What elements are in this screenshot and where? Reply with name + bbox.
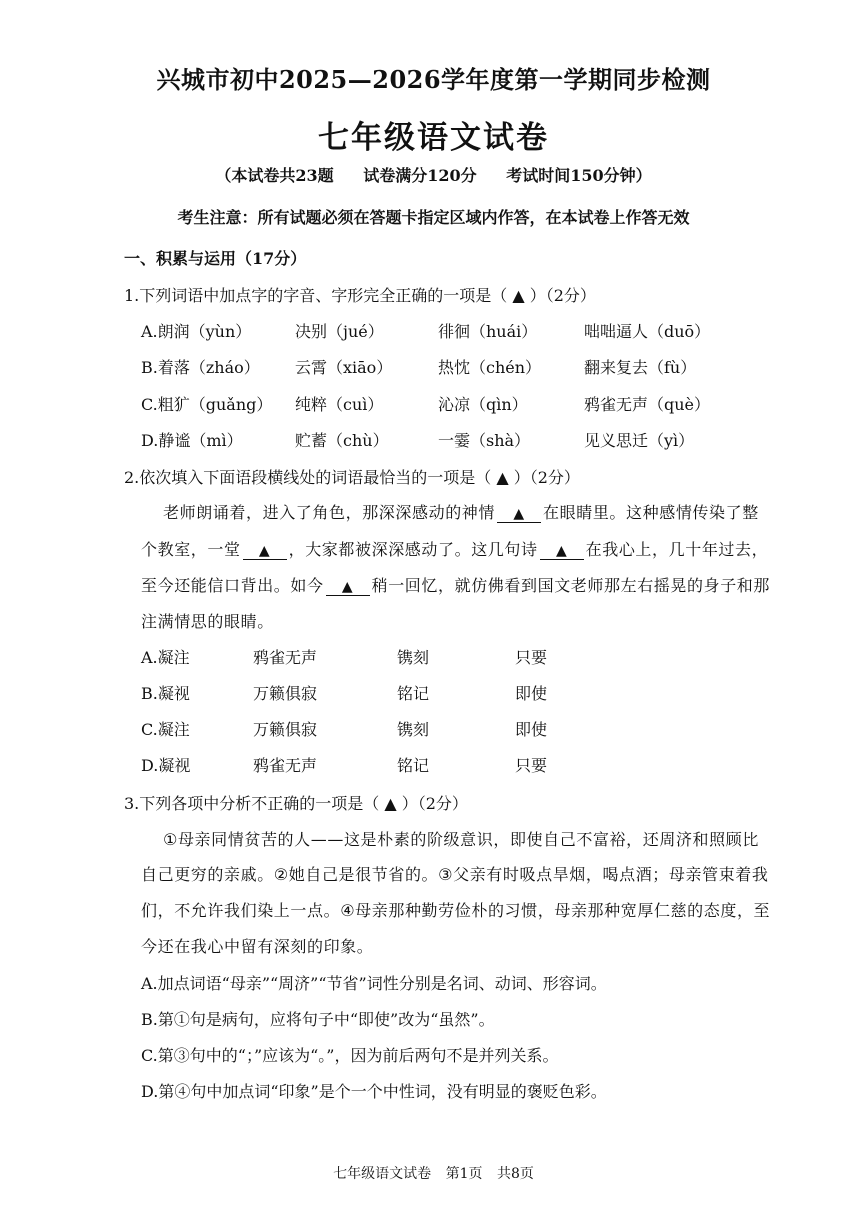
question-2-stem: 2.依次填入下面语段横线处的词语最恰当的一项是（ ▲ ）（2分） (124, 468, 580, 487)
q2-option-a-2: 鸦雀无声 (253, 648, 318, 667)
answer-blank: ▲ (540, 543, 584, 560)
q1-option-d-1: D.静谧（mì） (141, 431, 243, 450)
q1-option-b-2: 云霄（xiāo） (295, 358, 393, 377)
q2-text: 在眼睛里。这种感情传染了整 (543, 503, 759, 522)
answer-blank: ▲ (243, 543, 287, 560)
q2-option-a-3: 镌刻 (397, 648, 430, 667)
q1-option-a-3: 徘徊（huái） (438, 322, 538, 341)
section-title: 一、积累与运用（17分） (124, 249, 307, 268)
q1-option-c-3: 沁凉（qìn） (438, 395, 528, 414)
q2-text: 至今还能信口背出。如今 (141, 576, 324, 595)
q1-option-b-1: B.着落（zháo） (141, 358, 260, 377)
q2-passage-line-1 (163, 500, 759, 523)
q2-passage-line-2 (141, 537, 768, 560)
footer-total-pages: 共8页 (496, 1166, 534, 1182)
q3-passage-line-2: 自己更穷的亲戚。②她自己是很节省的。③父亲有时吸点旱烟，喝点酒；母亲管束着我 (141, 865, 769, 884)
answer-blank: ▲ (326, 579, 370, 596)
q1-option-d-3: 一霎（shà） (438, 431, 531, 450)
q2-option-c-1: C.凝注 (141, 720, 190, 739)
q1-option-b-3: 热忱（chén） (438, 358, 542, 377)
exam-header-title: 兴城市初中2025—2026学年度第一学期同步检测 (156, 65, 711, 94)
meta-score: 试卷满分120分 (363, 166, 477, 185)
q2-option-c-3: 镌刻 (397, 720, 430, 739)
question-1-stem: 1.下列词语中加点字的字音、字形完全正确的一项是（ ▲ ）（2分） (124, 286, 596, 305)
q2-passage-line-3 (141, 573, 770, 596)
q3-passage-line-4: 今还在我心中留有深刻的印象。 (141, 937, 374, 956)
q2-option-d-2: 鸦雀无声 (253, 756, 318, 775)
q1-option-c-1: C.粗犷（guǎng） (141, 395, 273, 414)
q2-option-b-1: B.凝视 (141, 684, 190, 703)
q2-option-c-2: 万籁俱寂 (253, 720, 318, 739)
q2-text: 个教室，一堂 (141, 540, 241, 559)
q3-option-a: A.加点词语“母亲”“周济”“节省”词性分别是名词、动词、形容词。 (141, 974, 607, 993)
q2-text: 老师朗诵着，进入了角色，那深深感动的神情 (163, 503, 496, 522)
meta-time: 考试时间150分钟） (506, 166, 652, 185)
q2-option-a-4: 只要 (515, 648, 548, 667)
footer-exam-name: 七年级语文试卷 (333, 1166, 432, 1182)
q1-option-b-4: 翻来复去（fù） (584, 358, 697, 377)
q1-option-c-4: 鸦雀无声（què） (584, 395, 711, 414)
q2-option-d-3: 铭记 (397, 756, 430, 775)
question-3-stem: 3.下列各项中分析不正确的一项是（ ▲ ）（2分） (124, 794, 468, 813)
q2-option-b-3: 铭记 (397, 684, 430, 703)
page-footer (0, 1163, 867, 1183)
q2-text: 在我心上，几十年过去， (585, 540, 769, 559)
footer-page-number: 第1页 (445, 1166, 483, 1182)
meta-questions: （本试卷共23题 (215, 166, 334, 185)
exam-notice: 考生注意：所有试题必须在答题卡指定区域内作答，在本试卷上作答无效 (177, 208, 690, 227)
q1-option-d-2: 贮蓄（chù） (295, 431, 389, 450)
q3-passage-line-1: ①母亲同情贫苦的人——这是朴素的阶级意识，即使自己不富裕，还周济和照顾比 (163, 830, 759, 849)
q1-option-d-4: 见义思迁（yì） (584, 431, 695, 450)
q1-option-a-4: 咄咄逼人（duō） (584, 322, 711, 341)
q1-option-a-1: A.朗润（yùn） (141, 322, 252, 341)
q3-option-b: B.第①句是病句，应将句子中“即使”改为“虽然”。 (141, 1010, 495, 1029)
q2-option-b-2: 万籁俱寂 (253, 684, 318, 703)
q2-option-a-1: A.凝注 (141, 648, 190, 667)
q2-option-c-4: 即使 (515, 720, 548, 739)
q1-option-a-2: 决别（jué） (295, 322, 384, 341)
q2-passage-line-4: 注满情思的眼睛。 (141, 612, 274, 631)
q3-passage-line-3: 们，不允许我们染上一点。④母亲那种勤劳俭朴的习惯，母亲那种宽厚仁慈的态度，至 (141, 901, 771, 920)
q2-text: ，大家都被深深感动了。这几句诗 (288, 540, 538, 559)
q3-option-d: D.第④句中加点词“印象”是个一个中性词，没有明显的褒贬色彩。 (141, 1082, 607, 1101)
q1-option-c-2: 纯粹（cuì） (295, 395, 384, 414)
exam-subject-title: 七年级语文试卷 (318, 120, 549, 156)
answer-blank: ▲ (497, 506, 541, 523)
q3-option-c: C.第③句中的“；”应该为“。”，因为前后两句不是并列关系。 (141, 1046, 559, 1065)
q2-option-d-1: D.凝视 (141, 756, 191, 775)
exam-meta (0, 163, 867, 186)
q2-text: 稍一回忆，就仿佛看到国文老师那左右摇晃的身子和那 (371, 576, 771, 595)
q2-option-d-4: 只要 (515, 756, 548, 775)
q2-option-b-4: 即使 (515, 684, 548, 703)
